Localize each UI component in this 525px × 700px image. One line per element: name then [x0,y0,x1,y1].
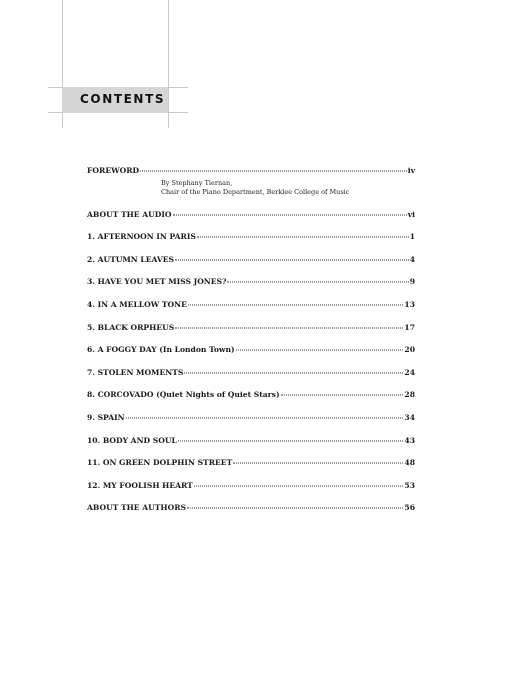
toc-entry-page: 28 [404,390,415,400]
toc-entry-label: 4. IN A MELLOW TONE [87,299,187,309]
foreword-byline [161,179,415,196]
toc-entry-page: 48 [404,458,415,468]
toc-entry-page: 4 [409,254,415,264]
toc-entry-label: 6. A FOGGY DAY (In London Town) [87,345,235,355]
toc-entry[interactable] [87,368,415,377]
toc-entry[interactable] [87,255,415,264]
toc-entry-label: ABOUT THE AUDIO [87,209,172,219]
dot-leader [188,304,404,305]
toc-entry[interactable] [87,323,415,332]
toc-entry-foreword[interactable] [87,166,415,175]
toc-entry-label: FOREWORD [87,166,140,175]
toc-entry[interactable] [87,413,415,422]
toc-entry[interactable] [87,458,415,467]
dot-leader [197,237,409,238]
dot-leader [187,508,403,509]
toc-entry-page: 1 [409,232,415,242]
byline-affiliation: Chair of the Piano Department, Berklee College of Music [161,187,350,196]
dot-leader [227,282,408,283]
toc-entry-label: 12. MY FOOLISH HEART [87,480,193,490]
dot-leader [175,259,409,260]
toc-entry-page: iv [407,166,415,175]
toc-entry[interactable] [87,481,415,490]
toc-entry-page: 43 [404,435,415,445]
toc-entry-page: 24 [404,367,415,377]
dot-leader [175,327,403,328]
dot-leader [178,440,404,441]
toc-entry-label: 11. ON GREEN DOLPHIN STREET [87,458,233,468]
toc-entry-label: 10. BODY AND SOUL [87,435,177,445]
toc-entry-page: 13 [404,299,415,309]
toc-entry[interactable] [87,210,415,219]
dot-leader [236,350,404,351]
dot-leader [194,485,404,486]
toc-entry-page: 17 [404,322,415,332]
toc-entry[interactable] [87,436,415,445]
toc-entry-label: 3. HAVE YOU MET MISS JONES? [87,277,227,287]
dot-leader [233,463,403,464]
dot-leader [126,417,404,418]
dot-leader [173,214,407,215]
toc-list [87,210,415,513]
toc-entry-label: 2. AUTUMN LEAVES [87,254,174,264]
toc-entry[interactable] [87,503,415,512]
page-title: CONTENTS [80,92,166,106]
toc-entry-label: 8. CORCOVADO (Quiet Nights of Quiet Stars) [87,390,280,400]
toc-entry-page: 9 [409,277,415,287]
toc-entry-label: 1. AFTERNOON IN PARIS [87,232,196,242]
decorative-vertical-rule-right [168,0,169,128]
toc-entry-label: 9. SPAIN [87,412,125,422]
toc-entry-label: 5. BLACK ORPHEUS [87,322,175,332]
toc-entry[interactable] [87,345,415,354]
toc-entry[interactable] [87,390,415,399]
dot-leader [184,372,403,373]
toc-entry-label: ABOUT THE AUTHORS [87,503,186,513]
toc-entry[interactable] [87,277,415,286]
toc-entry-page: 20 [404,345,415,355]
toc-entry[interactable] [87,300,415,309]
toc-entry[interactable] [87,232,415,241]
dot-leader [140,171,407,172]
byline-author: By Stephany Tiernan, [161,179,233,187]
toc-entry-label: 7. STOLEN MOMENTS [87,367,184,377]
toc-entry-page: 34 [404,412,415,422]
toc-entry-page: vi [407,209,415,219]
toc-entry-page: 56 [404,503,415,513]
toc-entry-page: 53 [404,480,415,490]
dot-leader [281,395,404,396]
table-of-contents [87,166,415,512]
